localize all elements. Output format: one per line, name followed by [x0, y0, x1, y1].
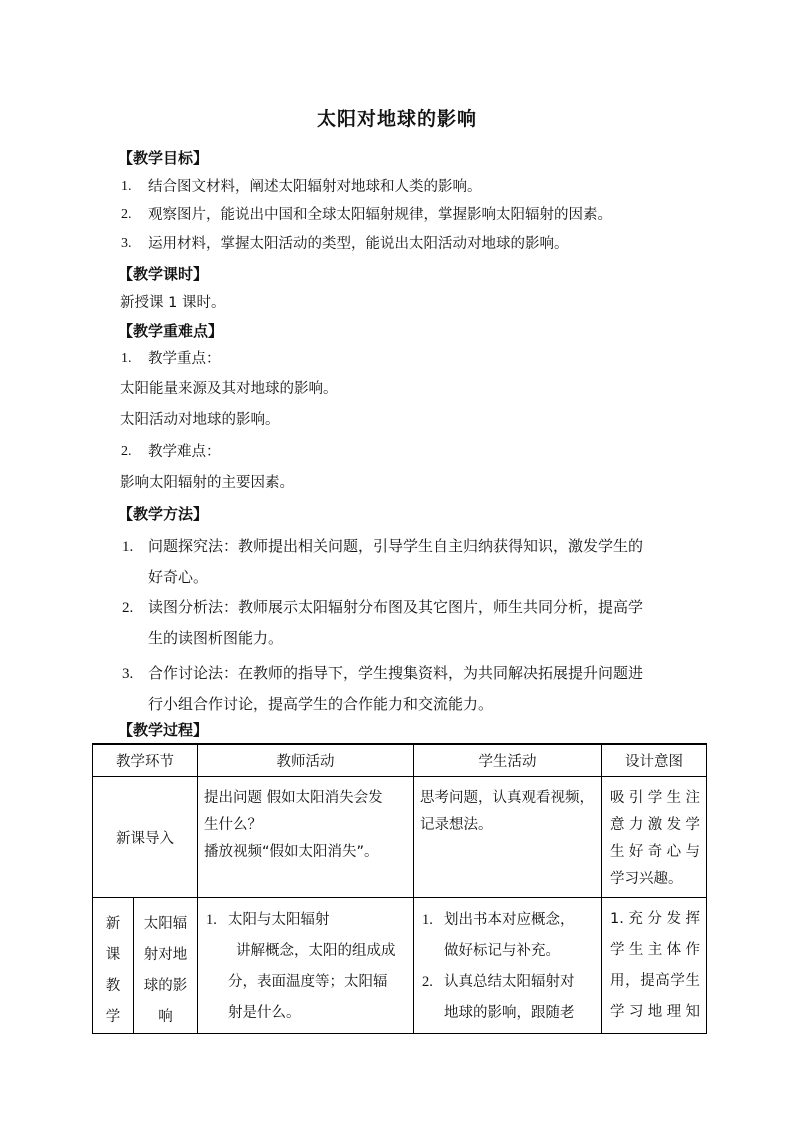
hours-heading: 【教学课时】 [118, 265, 209, 283]
teacher-item-number: 1. [206, 912, 217, 928]
method-line: 合作讨论法：在教师的指导下，学生搜集资料，为共同解决拓展提升问题进 [148, 664, 644, 682]
objective-number: 3. [121, 236, 132, 251]
teacher-line: 射是什么。 [228, 1005, 301, 1021]
process-heading: 【教学过程】 [118, 721, 209, 739]
intent-cell [602, 777, 707, 898]
table-row [93, 777, 707, 898]
intent-cell [602, 898, 707, 1034]
key-label: 教学重点： [148, 351, 221, 367]
intent-line: 用，提高学生 [610, 973, 700, 989]
student-line: 记录想法。 [420, 817, 493, 833]
student-line: 思考问题，认真观看视频， [420, 790, 594, 806]
methods-heading: 【教学方法】 [118, 505, 209, 523]
method-number: 2. [122, 600, 134, 616]
teacher-line: 生什么？ [204, 817, 262, 833]
column-header: 教学环节 [93, 744, 198, 777]
stage-char: 新 [105, 916, 121, 932]
table-row [93, 898, 707, 1034]
student-line: 做好标记与补充。 [444, 943, 560, 959]
substage-line: 响 [158, 1009, 173, 1025]
stage-cell [93, 898, 134, 1034]
objective-number: 1. [121, 179, 132, 194]
keypoints-heading: 【教学重难点】 [118, 322, 224, 340]
objectives-heading: 【教学目标】 [118, 149, 209, 167]
student-line: 地球的影响，跟随老 [444, 1005, 575, 1021]
method-number: 1. [122, 539, 134, 555]
teacher-line: 提出问题 假如太阳消失会发 [204, 790, 383, 806]
student-cell [414, 898, 602, 1034]
substage-cell [134, 898, 198, 1034]
student-line: 认真总结太阳辐射对 [444, 974, 575, 990]
teacher-line: 分，表面温度等；太阳辐 [228, 974, 388, 990]
method-line: 生的读图析图能力。 [148, 629, 284, 647]
substage-line: 射对地 [143, 947, 188, 963]
substage-line: 太阳辐 [143, 916, 188, 932]
stage-char: 教 [105, 978, 121, 994]
keypoint-number: 2. [121, 444, 132, 459]
method-item [148, 531, 688, 593]
teacher-cell [198, 898, 414, 1034]
student-line: 划出书本对应概念， [444, 912, 575, 928]
column-header: 设计意图 [602, 744, 707, 777]
method-number: 3. [122, 666, 134, 682]
method-line: 好奇心。 [148, 568, 209, 586]
column-header: 学生活动 [414, 744, 602, 777]
teacher-line: 播放视频“假如太阳消失”。 [204, 844, 379, 860]
substage-line: 球的影 [143, 978, 188, 994]
column-header: 教师活动 [198, 744, 414, 777]
key-line: 太阳能量来源及其对地球的影响。 [120, 381, 338, 397]
teacher-item [198, 905, 413, 936]
intent-line: 学习地理知 [610, 1004, 700, 1020]
method-item [148, 658, 688, 720]
objective-item: 观察图片，能说出中国和全球太阳辐射规律，掌握影响太阳辐射的因素。 [148, 207, 612, 223]
difficulty-line: 影响太阳辐射的主要因素。 [120, 475, 294, 491]
teacher-line: 讲解概念，太阳的组成成 [236, 943, 396, 959]
table-header-row [93, 744, 707, 777]
key-line: 太阳活动对地球的影响。 [120, 412, 280, 428]
process-table [92, 743, 707, 1034]
intent-line: 学习兴趣。 [610, 871, 683, 887]
student-item-number: 1. [422, 912, 433, 928]
intent-line: 吸引学生注 [610, 790, 700, 806]
method-line: 行小组合作讨论，提高学生的合作能力和交流能力。 [148, 695, 494, 713]
stage-char: 学 [105, 1009, 121, 1025]
teacher-cell [198, 777, 414, 898]
intent-line: 1.充分发挥 [610, 911, 700, 927]
method-item [148, 592, 688, 654]
method-line: 问题探究法：教师提出相关问题，引导学生自主归纳获得知识，激发学生的 [148, 537, 644, 555]
intent-line: 意力激发学 [610, 817, 700, 833]
difficulty-label: 教学难点： [148, 444, 221, 460]
student-item-number: 2. [422, 974, 433, 990]
stage-cell: 新课导入 [93, 777, 198, 898]
stage-char: 课 [105, 947, 121, 963]
intent-line: 学生主体作 [610, 942, 700, 958]
objective-item: 运用材料，掌握太阳活动的类型，能说出太阳活动对地球的影响。 [148, 236, 569, 252]
objective-number: 2. [121, 207, 132, 222]
teacher-item-title: 太阳与太阳辐射 [228, 912, 330, 928]
method-line: 读图分析法：教师展示太阳辐射分布图及其它图片，师生共同分析，提高学 [148, 598, 644, 616]
student-item [414, 967, 601, 998]
keypoint-number: 1. [121, 351, 132, 366]
hours-text: 新授课 1 课时。 [120, 295, 226, 311]
objective-item: 结合图文材料，阐述太阳辐射对地球和人类的影响。 [148, 179, 482, 195]
student-item [414, 905, 601, 936]
student-cell [414, 777, 602, 898]
document-title: 太阳对地球的影响 [316, 108, 477, 130]
intent-line: 生好奇心与 [610, 844, 700, 860]
